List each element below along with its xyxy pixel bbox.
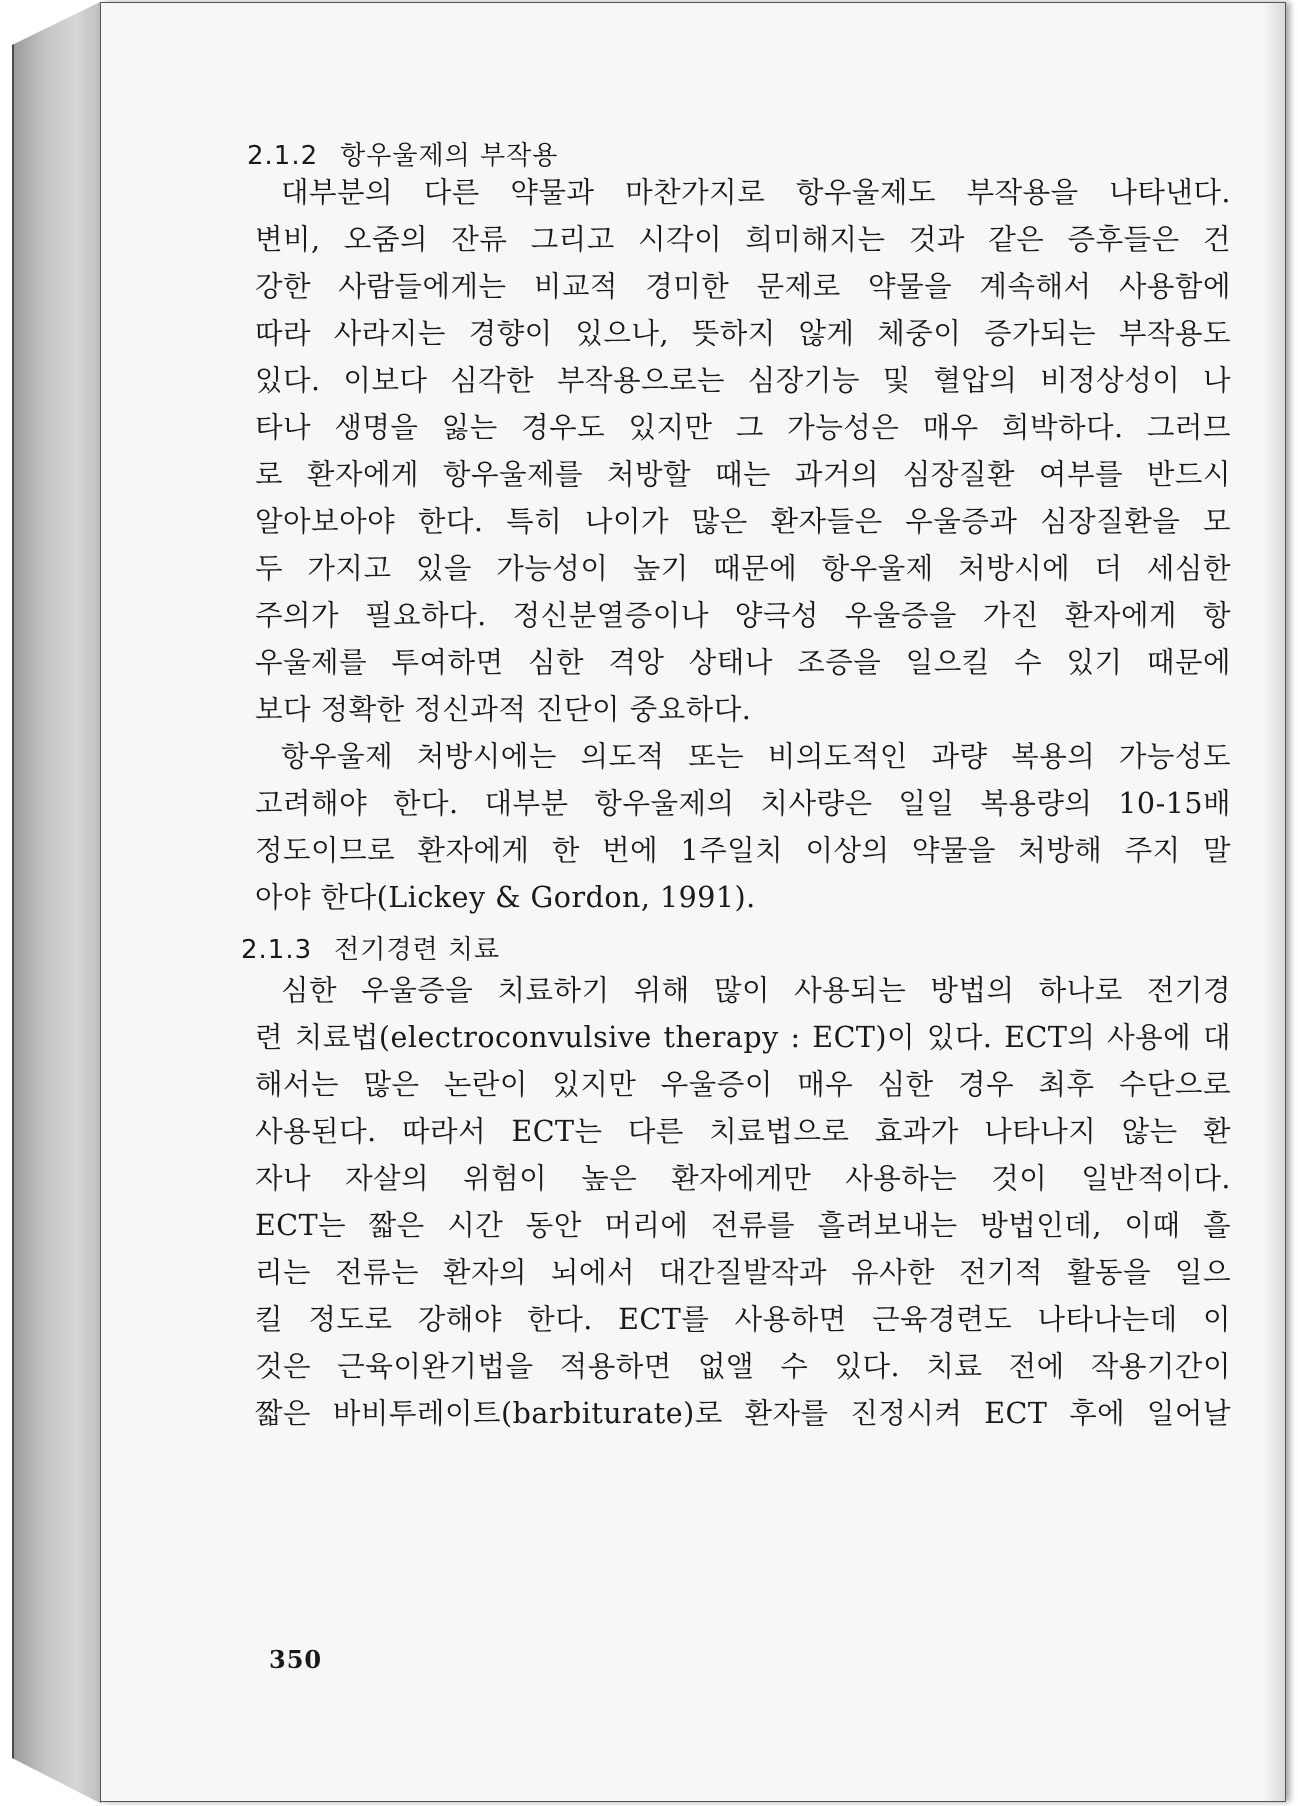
body-line: 로 환자에게 항우울제를 처방할 때는 과거의 심장질환 여부를 반드시 <box>255 458 1231 491</box>
body-line: 리는 전류는 환자의 뇌에서 대간질발작과 유사한 전기적 활동을 일으 <box>255 1256 1231 1289</box>
body-line: ECT는 짧은 시간 동안 머리에 전류를 흘려보내는 방법인데, 이때 흘 <box>255 1209 1231 1242</box>
body-line: 두 가지고 있을 가능성이 높기 때문에 항우울제 처방시에 더 세심한 <box>255 552 1231 585</box>
body-line: 강한 사람들에게는 비교적 경미한 문제로 약물을 계속해서 사용함에 <box>255 270 1231 303</box>
body-line: 우울제를 투여하면 심한 격앙 상태나 조증을 일으킬 수 있기 때문에 <box>255 646 1231 679</box>
body-line: 심한 우울증을 치료하기 위해 많이 사용되는 방법의 하나로 전기경 <box>281 974 1231 1007</box>
section-heading-2-1-3 <box>241 929 500 966</box>
body-line: 주의가 필요하다. 정신분열증이나 양극성 우울증을 가진 환자에게 항 <box>255 599 1231 632</box>
section-number: 2.1.3 <box>241 935 313 965</box>
body-line: 것은 근육이완기법을 적용하면 없앨 수 있다. 치료 전에 작용기간이 <box>255 1350 1231 1383</box>
page-edge-shadow <box>1263 3 1285 1801</box>
body-line: 킬 정도로 강해야 한다. ECT를 사용하면 근육경련도 나타나는데 이 <box>255 1303 1231 1336</box>
body-line: 사용된다. 따라서 ECT는 다른 치료법으로 효과가 나타나지 않는 환 <box>255 1115 1231 1148</box>
body-line: 고려해야 한다. 대부분 항우울제의 치사량은 일일 복용량의 10-15배 <box>255 787 1231 820</box>
book-page <box>100 2 1286 1802</box>
section-title: 전기경련 치료 <box>334 935 501 965</box>
section-heading-2-1-2 <box>247 135 558 172</box>
body-line: 변비, 오줌의 잔류 그리고 시각이 희미해지는 것과 같은 증후들은 건 <box>255 223 1231 256</box>
body-line: 련 치료법(electroconvulsive therapy : ECT)이 있다. ECT의 사용에 대 <box>255 1021 1231 1054</box>
body-line: 항우울제 처방시에는 의도적 또는 비의도적인 과량 복용의 가능성도 <box>281 740 1231 773</box>
body-line: 자나 자살의 위험이 높은 환자에게만 사용하는 것이 일반적이다. <box>255 1162 1231 1195</box>
book-spine <box>12 0 103 1806</box>
body-line: 타나 생명을 잃는 경우도 있지만 그 가능성은 매우 희박하다. 그러므 <box>255 411 1231 444</box>
body-line: 따라 사라지는 경향이 있으나, 뜻하지 않게 체중이 증가되는 부작용도 <box>255 317 1231 350</box>
section-title: 항우울제의 부작용 <box>340 141 559 171</box>
body-line: 알아보아야 한다. 특히 나이가 많은 환자들은 우울증과 심장질환을 모 <box>255 505 1231 538</box>
body-line: 보다 정확한 정신과적 진단이 중요하다. <box>255 693 752 726</box>
body-line: 대부분의 다른 약물과 마찬가지로 항우울제도 부작용을 나타낸다. <box>281 176 1231 209</box>
page-number: 350 <box>269 1645 323 1674</box>
body-line: 정도이므로 환자에게 한 번에 1주일치 이상의 약물을 처방해 주지 말 <box>255 834 1231 867</box>
section-number: 2.1.2 <box>247 141 319 171</box>
body-line: 있다. 이보다 심각한 부작용으로는 심장기능 및 혈압의 비정상성이 나 <box>255 364 1231 397</box>
body-line: 아야 한다(Lickey & Gordon, 1991). <box>255 881 756 914</box>
body-line: 해서는 많은 논란이 있지만 우울증이 매우 심한 경우 최후 수단으로 <box>255 1068 1231 1101</box>
body-line: 짧은 바비투레이트(barbiturate)로 환자를 진정시켜 ECT 후에 일어날 <box>255 1397 1231 1430</box>
